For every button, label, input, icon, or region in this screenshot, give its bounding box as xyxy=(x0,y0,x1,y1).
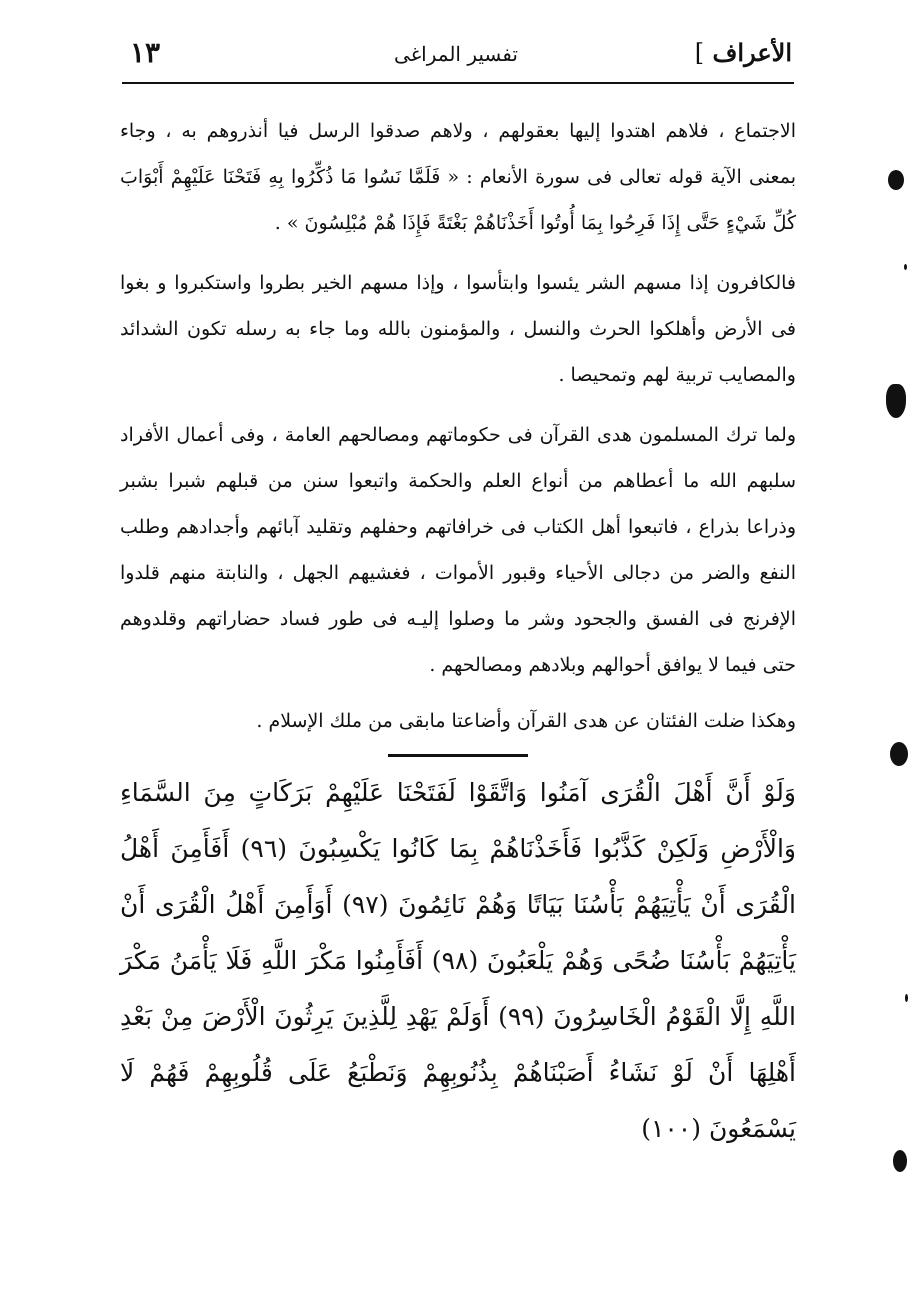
paragraph-3: ولما ترك المسلمون هدى القرآن فى حكوماتهم ومصالحهم العامة ، وفى أعمال الأفراد سلبهم الله ما أعطاهم من أنواع العلم والحكمة واتبعوا سنن من قبلهم شبرا بشبر وذراعا بذراع ، فاتبعوا أهل الكتاب فى خرافاتهم وحفلهم وتقليد آبائهم وأجدادهم وطلب النفع والضر من دجالى الأحياء وقبور الأموات ، فغشيهم الجهل ، والنابتة منهم قلدوا الإفرنج فى الفسق والجحود وشر ما وصلوا إليـه فى طور فساد حضاراتهم وقلدوهم حتى فيما لا يوافق أحوالهم وبلادهم ومصالحهم . xyxy=(120,424,796,676)
book-title: تفسير المراغى xyxy=(394,42,518,66)
margin-mark xyxy=(888,170,904,190)
margin-mark xyxy=(890,742,908,766)
section-divider xyxy=(388,754,528,757)
page-number: ١٣ xyxy=(130,36,161,69)
quran-verses: وَلَوْ أَنَّ أَهْلَ الْقُرَى آمَنُوا وَاتَّقَوْا لَفَتَحْنَا عَلَيْهِمْ بَرَكَاتٍ مِنَ السَّمَاءِ وَالْأَرْضِ وَلَكِنْ كَذَّبُوا فَأَخَذْنَاهُمْ بِمَا كَانُوا يَكْسِبُونَ (٩٦) أَفَأَمِنَ أَهْلُ الْقُرَى أَنْ يَأْتِيَهُمْ بَأْسُنَا بَيَاتًا وَهُمْ نَائِمُونَ (٩٧) أَوَأَمِنَ أَهْلُ الْقُرَى أَنْ يَأْتِيَهُمْ بَأْسُنَا ضُحًى وَهُمْ يَلْعَبُونَ (٩٨) أَفَأَمِنُوا مَكْرَ اللَّهِ فَلَا يَأْمَنُ مَكْرَ اللَّهِ إِلَّا الْقَوْمُ الْخَاسِرُونَ (٩٩) أَوَلَمْ يَهْدِ لِلَّذِينَ يَرِثُونَ الْأَرْضَ مِنْ بَعْدِ أَهْلِهَا أَنْ لَوْ نَشَاءُ أَصَبْنَاهُمْ بِذُنُوبِهِمْ وَنَطْبَعُ عَلَى قُلُوبِهِمْ فَهُمْ لَا يَسْمَعُونَ (١٠٠) xyxy=(120,778,797,1143)
surah-name: الأعراف xyxy=(712,38,792,67)
header-bracket: ] xyxy=(694,39,705,67)
margin-mark xyxy=(905,994,908,1002)
surah-name-heading xyxy=(689,38,792,67)
margin-mark xyxy=(893,1150,907,1172)
page-body xyxy=(120,108,796,1157)
paragraph-4: وهكذا ضلت الفئتان عن هدى القرآن وأضاعتا مابقى من ملك الإسلام . xyxy=(256,710,796,732)
page-header xyxy=(120,30,792,80)
paragraph-1: الاجتماع ، فلاهم اهتدوا إليها بعقولهم ، ولاهم صدقوا الرسل فيا أنذروهم به ، وجاء بمعنى الآية قوله تعالى فى سورة الأنعام : « فَلَمَّا نَسُوا مَا ذُكِّرُوا بِهِ فَتَحْنَا عَلَيْهِمْ أَبْوَابَ كُلِّ شَيْءٍ حَتَّى إِذَا فَرِحُوا بِمَا أُوتُوا أَخَذْنَاهُمْ بَغْتَةً فَإِذَا هُمْ مُبْلِسُونَ » . xyxy=(120,120,796,234)
header-divider xyxy=(122,82,794,84)
paragraph-2: فالكافرون إذا مسهم الشر يئسوا وابتأسوا ، وإذا مسهم الخير بطروا واستكبروا و بغوا فى الأرض وأهلكوا الحرث والنسل ، والمؤمنون بالله وما جاء به رسله تكون الشدائد والمصايب تربية لهم وتمحيصا . xyxy=(120,272,796,386)
margin-mark xyxy=(886,384,906,418)
margin-mark xyxy=(904,264,907,270)
